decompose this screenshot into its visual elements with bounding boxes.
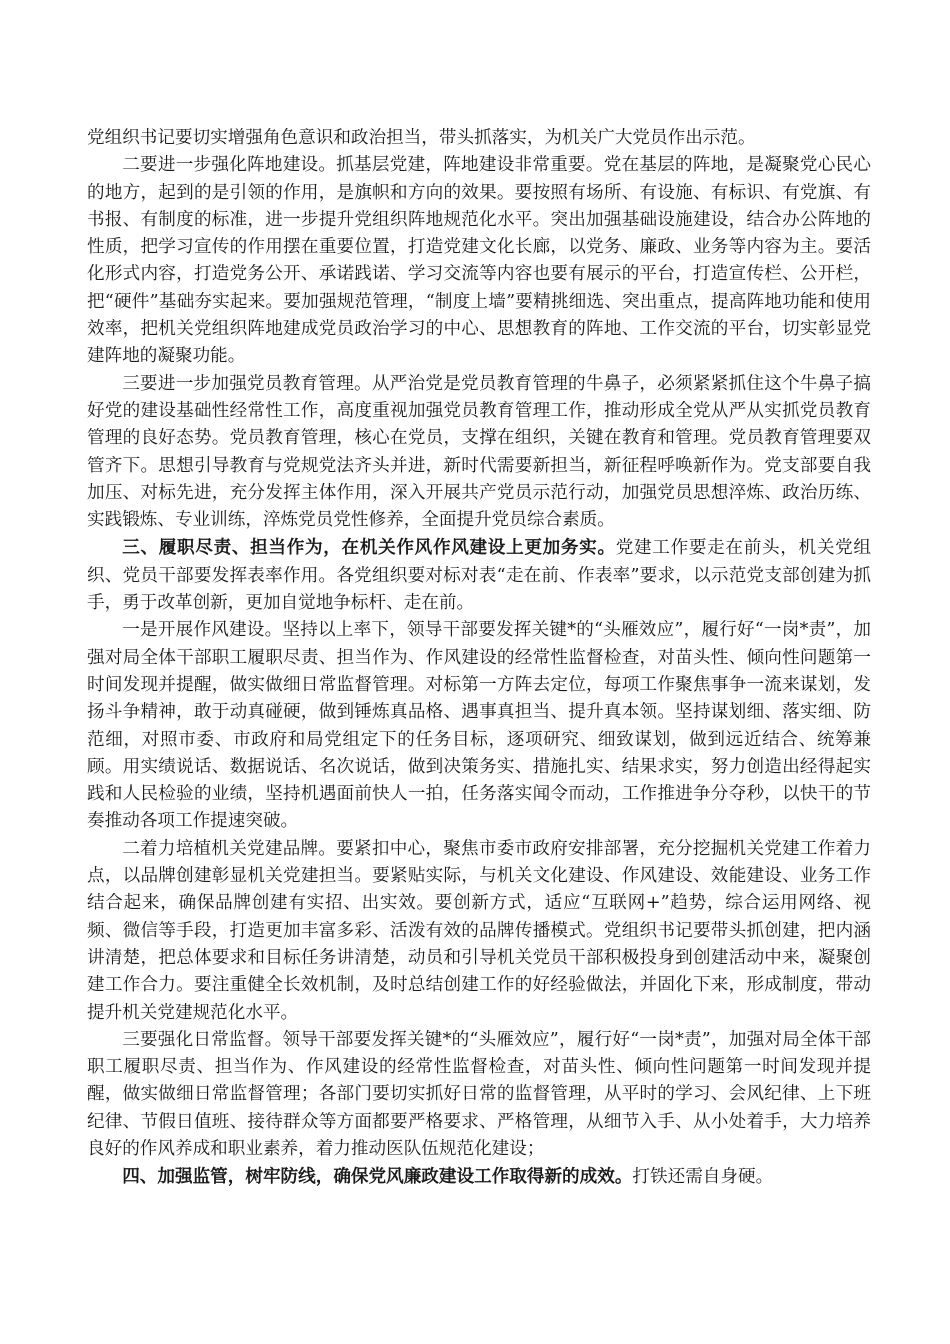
section-heading: 三、履职尽责、担当作为，在机关作风作风建设上更加务实。 (122, 537, 616, 559)
paragraph (87, 1027, 871, 1163)
section-paragraph (87, 534, 871, 617)
paragraph-text: 二要进一步强化阵地建设。抓基层党建，阵地建设非常重要。党在基层的阵地，是凝聚党心民心的地方，起到的是引领的作用，是旗帜和方向的效果。要按照有场所、有设施、有标识、有党旗、有书报、有制度的标准，进一步提升党组织阵地规范化水平。突出加强基础设施建设，结合办公阵地的性质，把学习宣传的作用摆在重要位置，打造党建文化长廊，以党务、廉政、业务等内容为主。要活化形式内容，打造党务公开、承诺践诺、学习交流等内容也要有展示的平台，打造宣传栏、公开栏，把“硬件”基础夯实起来。要加强规范管理，“制度上墙”要精挑细选、突出重点，提高阵地功能和使用效率，把机关党组织阵地建成党员政治学习的中心、思想教育的阵地、工作交流的平台，切实彰显党建阵地的凝聚功能。 (87, 155, 871, 367)
document-body (87, 125, 871, 1192)
paragraph-text: 一是开展作风建设。坚持以上率下，领导干部要发挥关键*的“头雁效应”，履行好“一岗*责”，加强对局全体干部职工履职尽责、担当作为、作风建设的经常性监督检查，对苗头性、倾向性问题第一时间发现并提醒，做实做细日常监督管理。对标第一方阵去定位，每项工作聚焦事争一流来谋划，发扬斗争精神，敢于动真碰硬，做到锤炼真品格、遇事真担当、提升真本领。坚持谋划细、落实细、防范细，对照市委、市政府和局党组定下的任务目标，逐项研究、细致谋划，做到远近结合、统筹兼顾。用实绩说话、数据说话、名次说话，做到决策务实、措施扎实、结果求实，努力创造出经得起实践和人民检验的业绩，坚持机遇面前快人一拍，任务落实闻令而动，工作推进争分夺秒，以快干的节奏推动各项工作提速突破。 (87, 620, 871, 832)
paragraph-text: 二着力培植机关党建品牌。要紧扣中心，聚焦市委市政府安排部署，充分挖掘机关党建工作着力点，以品牌创建彰显机关党建担当。要紧贴实际，与机关文化建设、作风建设、效能建设、业务工作结合起来，确保品牌创建有实招、出实效。要创新方式，适应“互联网+”趋势，综合运用网络、视频、微信等手段，打造更加丰富多彩、活泼有效的品牌传播模式。党组织书记要带头抓创建，把内涵讲清楚，把总体要求和目标任务讲清楚，动员和引导机关党员干部积极投身到创建活动中来，凝聚创建工作合力。要注重健全长效机制，及时总结创建工作的好经验做法，并固化下来，形成制度，带动提升机关党建规范化水平。 (87, 838, 871, 1023)
paragraph-text: 三要强化日常监督。领导干部要发挥关键*的“头雁效应”，履行好“一岗*责”，加强对局全体干部职工履职尽责、担当作为、作风建设的经常性监督检查，对苗头性、倾向性问题第一时间发现并提醒，做实做细日常监督管理；各部门要切实抓好日常的监督管理，从平时的学习、会风纪律、上下班纪律、节假日值班、接待群众等方面都要严格要求、严格管理，从细节入手、从小处着手，大力培养良好的作风养成和职业素养，着力推动医队伍规范化建设； (87, 1029, 871, 1159)
paragraph (87, 617, 871, 835)
paragraph-text: 三要进一步加强党员教育管理。从严治党是党员教育管理的牛鼻子，必须紧紧抓住这个牛鼻子搞好党的建设基础性经常性工作，高度重视加强党员教育管理工作，推动形成全党从严从实抓党员教育管理的良好态势。党员教育管理，核心在党员，支撑在组织，关键在教育和管理。党员教育管理要双管齐下。思想引导教育与党规党法齐头并进，新时代需要新担当，新征程呼唤新作为。党支部要自我加压、对标先进，充分发挥主体作用，深入开展共产党员示范行动，加强党员思想淬炼、政治历练、实践锻炼、专业训练，淬炼党员党性修养，全面提升党员综合素质。 (87, 373, 871, 531)
paragraph-text: 党组织书记要切实增强角色意识和政治担当，带头抓落实，为机关广大党员作出示范。 (87, 128, 756, 148)
paragraph-text: 打铁还需自身硬。 (632, 1167, 774, 1188)
paragraph (87, 371, 871, 535)
paragraph (87, 152, 871, 370)
paragraph-text: 党建工作要走在前头，机关党组织、党员干部要发挥表率作用。各党组织要对标对表“走在前、作表率”要求，以示范党支部创建为抓手，勇于改革创新，更加自觉地争标杆、走在前。 (87, 538, 871, 614)
paragraph (87, 125, 871, 152)
section-paragraph (87, 1163, 871, 1191)
section-heading: 四、加强监管，树牢防线，确保党风廉政建设工作取得新的成效。 (122, 1166, 633, 1188)
paragraph (87, 836, 871, 1027)
